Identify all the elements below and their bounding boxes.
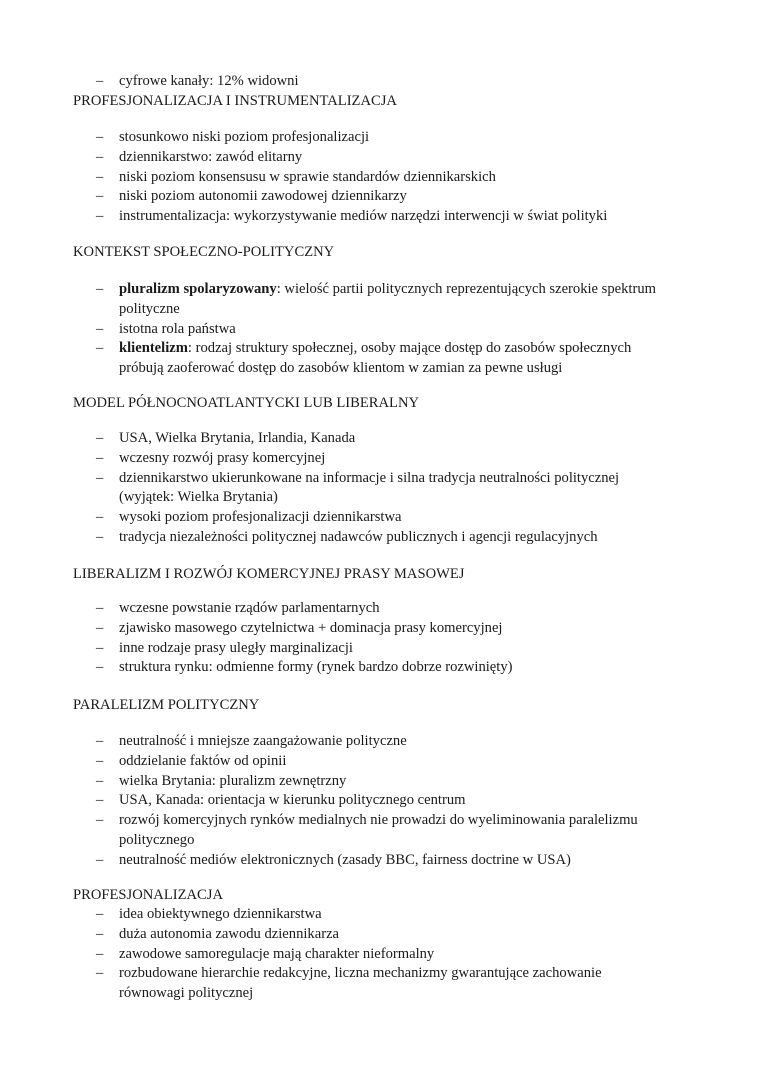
list-item-text: niski poziom autonomii zawodowej dziennikarzy [119,188,407,205]
dash-bullet-icon: – [96,168,104,185]
dash-bullet-icon: – [96,925,104,942]
dash-bullet-icon: – [96,281,104,297]
list-item-text: instrumentalizacja: wykorzystywanie mediów narzędzi interwencji w świat polityki [119,208,608,225]
dash-bullet-icon: – [96,509,104,526]
bullet-list [73,732,663,871]
dash-bullet-icon: – [96,639,104,656]
list-item [73,320,663,340]
bold-term: klientelizm [119,340,188,357]
dash-bullet-icon: – [96,528,104,545]
list-item [73,449,663,469]
dash-bullet-icon: – [96,792,104,809]
list-item [73,811,663,851]
dash-bullet-icon: – [96,340,104,357]
list-item [73,339,663,379]
dash-bullet-icon: – [96,449,104,466]
dash-bullet-icon: – [96,188,104,205]
list-item-text: neutralność mediów elektronicznych (zasady BBC, fairness doctrine w USA) [119,851,571,868]
dash-bullet-icon: – [96,619,104,636]
list-item-text: cyfrowe kanały: 12% widowni [119,73,299,89]
list-item-text: inne rodzaje prasy uległy marginalizacji [119,639,353,656]
list-item [73,528,663,548]
list-item-text: stosunkowo niski poziom profesjonalizacji [119,129,370,145]
list-item [73,619,663,639]
bullet-list [73,72,663,92]
list-item [73,658,663,678]
list-item [73,128,663,148]
dash-bullet-icon: – [96,752,104,769]
list-item-text: idea obiektywnego dziennikarstwa [119,906,322,922]
list-item-text: USA, Wielka Brytania, Irlandia, Kanada [119,430,356,446]
list-item-text: oddzielanie faktów od opinii [119,752,287,769]
dash-bullet-icon: – [96,148,104,165]
list-item [73,732,663,752]
dash-bullet-icon: – [96,906,104,922]
list-item [73,639,663,659]
section-heading: PROFESJONALIZACJA [73,887,224,903]
list-item [73,168,663,188]
list-item-text: duża autonomia zawodu dziennikarza [119,925,340,942]
bullet-list [73,599,663,678]
list-item [73,280,663,320]
dash-bullet-icon: – [96,659,104,676]
list-item [73,508,663,528]
dash-bullet-icon: – [96,73,104,89]
section-heading: KONTEKST SPOŁECZNO-POLITYCZNY [73,244,335,260]
list-item [73,148,663,168]
list-item-text: zjawisko masowego czytelnictwa + dominacja prasy komercyjnej [119,619,503,636]
list-item [73,187,663,207]
dash-bullet-icon: – [96,733,104,749]
list-item [73,905,663,925]
list-item-text: rozbudowane hierarchie redakcyjne, liczna mechanizmy gwarantujące zachowanie równowagi politycznej [119,965,602,1002]
list-item-text: dziennikarstwo ukierunkowane na informacje i silna tradycja neutralności politycznej (wyjątek: Wielka Brytania) [119,469,620,506]
dash-bullet-icon: – [96,129,104,145]
list-item-text: niski poziom konsensusu w sprawie standardów dziennikarskich [119,168,496,185]
list-item-text: dziennikarstwo: zawód elitarny [119,148,303,165]
dash-bullet-icon: – [96,430,104,446]
dash-bullet-icon: – [96,812,104,829]
section-heading: MODEL PÓŁNOCNOATLANTYCKI LUB LIBERALNY [73,395,420,411]
dash-bullet-icon: – [96,320,104,337]
dash-bullet-icon: – [96,851,104,868]
list-item-text: neutralność i mniejsze zaangażowanie polityczne [119,733,407,749]
list-item [73,945,663,965]
dash-bullet-icon: – [96,600,104,616]
section-heading: PARALELIZM POLITYCZNY [73,697,260,713]
list-item-text: wielka Brytania: pluralizm zewnętrzny [119,772,347,789]
list-item-text: rozwój komercyjnych rynków medialnych nie prowadzi do wyeliminowania paralelizmu politycznego [119,812,638,848]
section-heading: LIBERALIZM I ROZWÓJ KOMERCYJNEJ PRASY MASOWEJ [73,566,465,582]
list-item [73,469,663,509]
bold-term: pluralizm spolaryzowany [119,281,277,297]
list-item-text: USA, Kanada: orientacja w kierunku politycznego centrum [119,792,466,809]
list-item [73,851,663,871]
list-item-text: tradycja niezależności politycznej nadawców publicznych i agencji regulacyjnych [119,528,598,545]
list-item-text: zawodowe samoregulacje mają charakter nieformalny [119,945,435,962]
bullet-list [73,905,663,1004]
list-item-text: wczesny rozwój prasy komercyjnej [119,449,326,466]
list-item-text: struktura rynku: odmienne formy (rynek bardzo dobrze rozwinięty) [119,659,513,676]
bullet-list [73,429,663,548]
list-item [73,925,663,945]
section-heading: PROFESJONALIZACJA I INSTRUMENTALIZACJA [73,93,397,109]
dash-bullet-icon: – [96,772,104,789]
list-item [73,791,663,811]
list-item [73,72,663,92]
list-item [73,429,663,449]
list-item-text: : rodzaj struktury społecznej, osoby mające dostęp do zasobów społecznych próbują zaoferować dostęp do zasobów klientom w zamian za pewne usługi [119,340,632,377]
list-item [73,207,663,227]
dash-bullet-icon: – [96,208,104,225]
list-item [73,599,663,619]
dash-bullet-icon: – [96,945,104,962]
list-item [73,772,663,792]
list-item-text: wczesne powstanie rządów parlamentarnych [119,600,380,616]
list-item [73,964,663,1004]
list-item [73,752,663,772]
list-item-text: istotna rola państwa [119,320,236,337]
list-item-text: : wielość partii politycznych reprezentujących szerokie spektrum polityczne [119,281,656,317]
dash-bullet-icon: – [96,469,104,486]
list-item-text: wysoki poziom profesjonalizacji dziennikarstwa [119,509,402,526]
bullet-list [73,280,663,379]
bullet-list [73,128,663,227]
dash-bullet-icon: – [96,965,104,982]
